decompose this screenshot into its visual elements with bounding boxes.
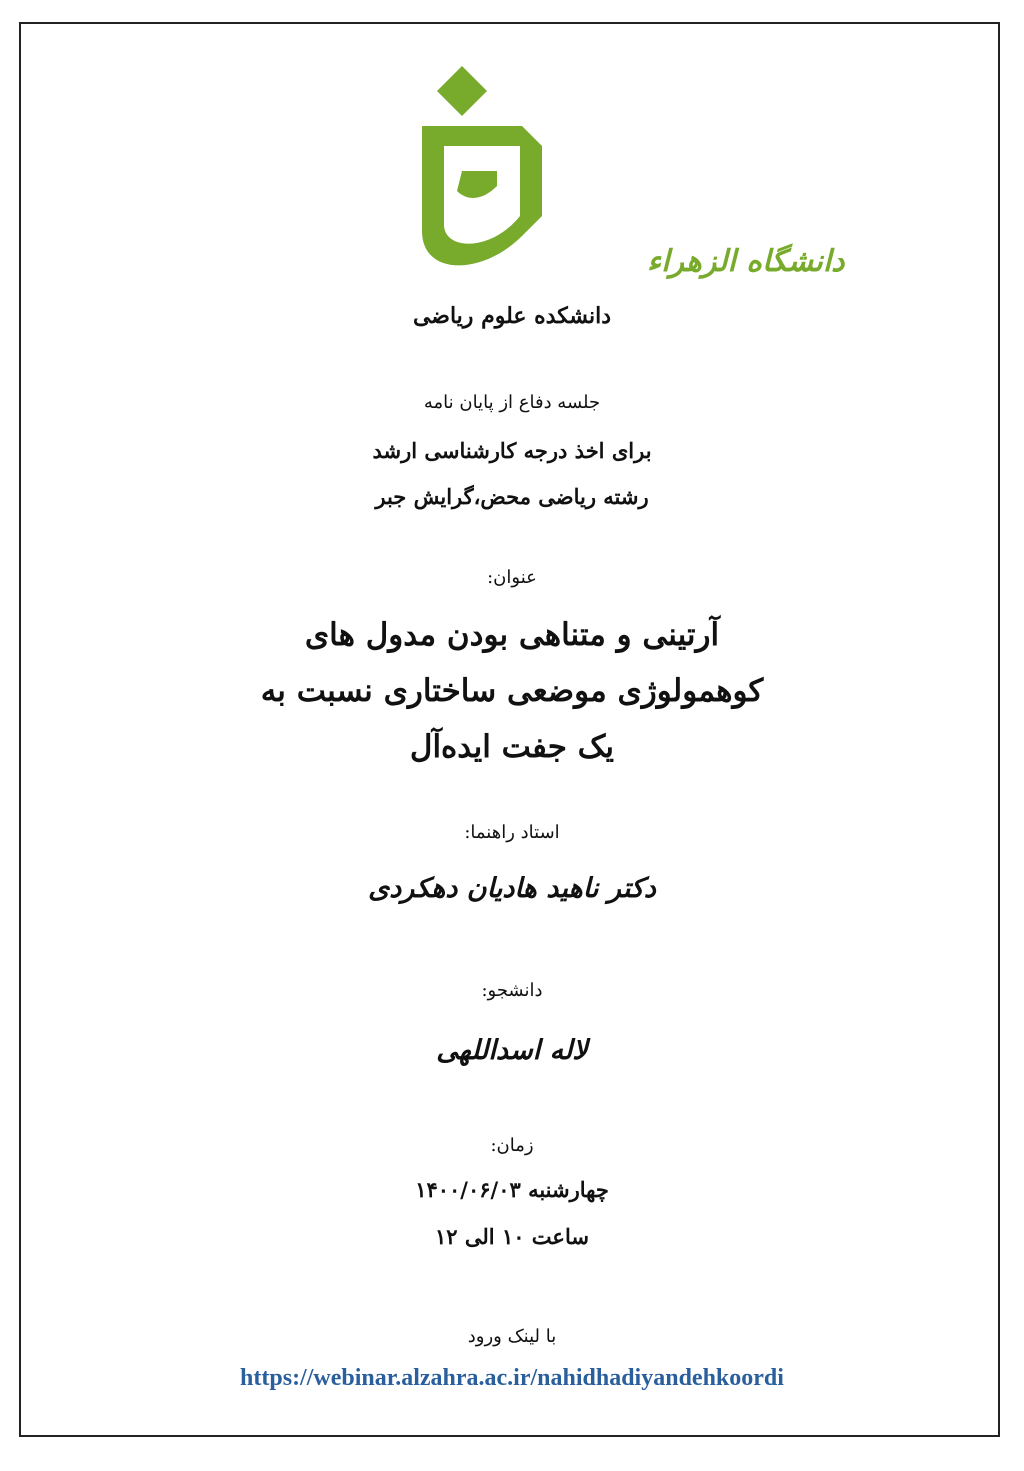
thesis-title-line-1: آرتینی و متناهی بودن مدول های bbox=[304, 617, 720, 653]
degree-line: برای اخذ درجه کارشناسی ارشد bbox=[372, 438, 652, 463]
alzahra-logo-icon bbox=[402, 66, 845, 282]
student-label: دانشجو: bbox=[481, 980, 543, 1001]
date-line: چهارشنبه ۱۴۰۰/۰۶/۰۳ bbox=[415, 1177, 609, 1202]
faculty-name: دانشکده علوم ریاضی bbox=[412, 303, 612, 329]
supervisor-label: استاد راهنما: bbox=[464, 822, 560, 843]
university-logo bbox=[402, 66, 845, 282]
student-name: لاله اسداللهی bbox=[436, 1035, 588, 1066]
webinar-link[interactable]: https://webinar.alzahra.ac.ir/nahidhadiyandehkoordi bbox=[240, 1365, 784, 1391]
supervisor-name: دکتر ناهید هادیان دهکردی bbox=[368, 873, 656, 904]
title-label: عنوان: bbox=[487, 567, 537, 588]
hours-line: ساعت ۱۰ الی ۱۲ bbox=[435, 1224, 589, 1249]
logo-text: دانشگاه الزهراء bbox=[647, 244, 845, 279]
time-label: زمان: bbox=[490, 1135, 534, 1156]
defense-heading: جلسه دفاع از پایان نامه bbox=[423, 392, 601, 413]
thesis-title-line-2: کوهمولوژی موضعی ساختاری نسبت به bbox=[260, 673, 764, 709]
field-line: رشته ریاضی محض،گرایش جبر bbox=[375, 484, 649, 509]
link-label: با لینک ورود bbox=[467, 1326, 557, 1347]
thesis-title-line-3: یک جفت ایده‌آل bbox=[409, 729, 615, 765]
